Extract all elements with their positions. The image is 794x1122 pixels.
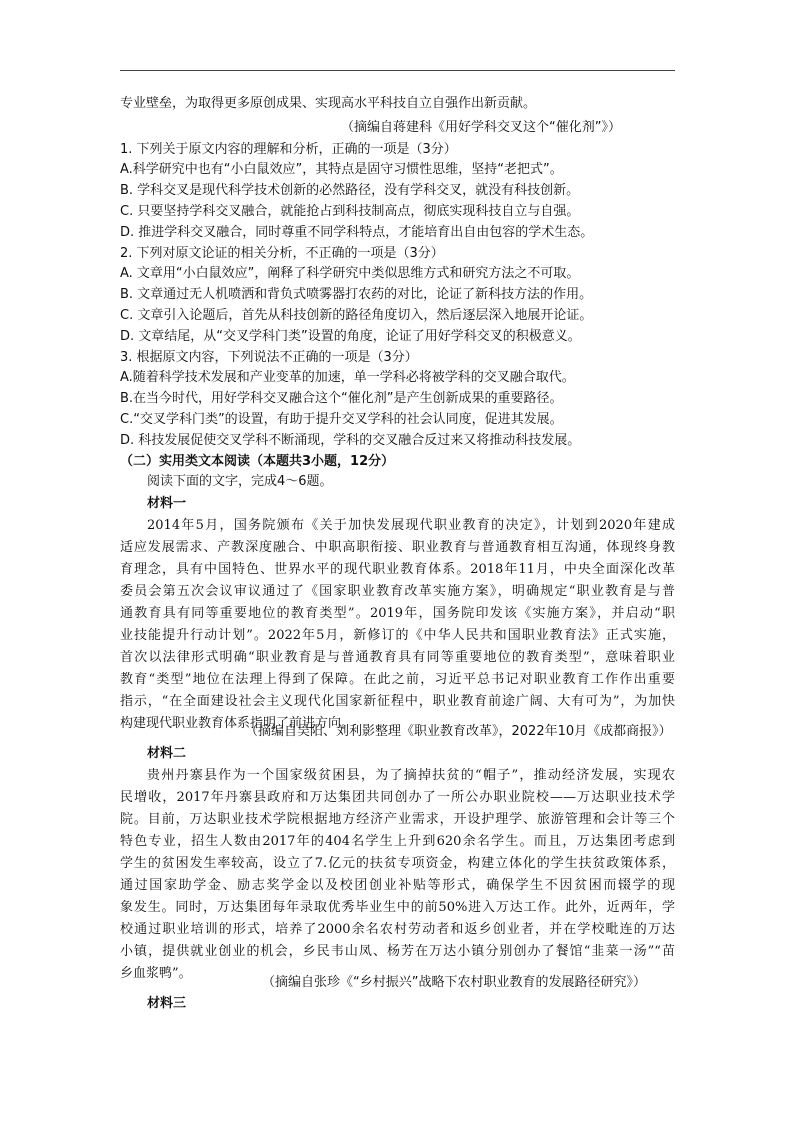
- option-3b: B.在当今时代，用好学科交叉融合这个“催化剂”是产生创新成果的重要路径。: [120, 391, 563, 406]
- option-1b: B. 学科交叉是现代科学技术创新的必然路径，没有学科交叉，就没有科技创新。: [120, 183, 580, 198]
- material-2-line: 象发生。同时，万达集团每年录取优秀毕业生中的前50%进入万达工作。此外，近两年，学: [120, 900, 675, 915]
- material-2-line: 校通过职业培训的形式，培养了2000余名农村劳动者和返乡创业者，并在学校毗连的万达: [120, 922, 675, 937]
- source-citation: （摘编自张珍《“乡村振兴”战略下农村职业教育的发展路径研究》）: [262, 975, 646, 990]
- material-2-heading: 材料二: [147, 746, 187, 761]
- material-2-line: 民增收，2017年丹寨县政府和万达集团共同创办了一所公办职业院校——万达职业技术学: [120, 790, 675, 805]
- section-heading: （二）实用类文本阅读（本题共3小题，12分）: [120, 454, 395, 469]
- material-2-line: 乡血浆鸭”。: [120, 966, 192, 981]
- text-line: 专业壁垒，为取得更多原创成果、实现高水平科技自立自强作出新贡献。: [120, 96, 537, 111]
- question-1: 1. 下列关于原文内容的理解和分析，正确的一项是（3分）: [120, 142, 457, 157]
- material-2-line: 院。目前，万达职业技术学院根据地方经济产业需求，开设护理学、旅游管理和会计等三个: [120, 812, 675, 827]
- material-1-line: 首次以法律形式明确“职业教育是与普通教育具有同等重要地位的教育类型”，意味着职业: [120, 650, 675, 665]
- question-3: 3. 根据原文内容，下列说法不正确的一项是（3分）: [120, 350, 418, 365]
- material-2-line: 小镇，提供就业创业的机会，乡民韦山凤、杨芳在万达小镇分别创办了餐馆“韭菜一汤”“苗: [120, 944, 675, 959]
- material-3-heading: 材料三: [147, 996, 187, 1011]
- material-1-line: 通教育具有同等重要地位的教育类型”。2019年，国务院印发该《实施方案》，并启动“职: [120, 606, 675, 621]
- material-2-line: 特色专业，招生人数由2017年的404名学生上升到620余名学生。而且，万达集团考虑到: [120, 834, 675, 849]
- option-3a: A.随着科学技术发展和产业变革的加速，单一学科必将被学科的交叉融合取代。: [120, 370, 575, 385]
- material-1-line: 委员会第五次会议审议通过了《国家职业教育改革实施方案》，明确规定“职业教育是与普: [120, 584, 675, 599]
- material-1-line: 构建现代职业教育体系指明了前进方向。: [120, 716, 355, 731]
- option-2a: A. 文章用“小白鼠效应”，阐释了科学研究中类似思维方式和研究方法之不可取。: [120, 266, 580, 281]
- top-rule: [120, 70, 675, 71]
- option-2c: C. 文章引入论题后，首先从科技创新的路径角度切入，然后逐层深入地展开论证。: [120, 308, 593, 323]
- material-1-line: 业技能提升行动计划”。2022年5月，新修订的《中华人民共和国职业教育法》正式实施，: [120, 628, 675, 643]
- source-citation: （摘编自吴阳、刘利影整理《职业教育改革》，2022年10月《成都商报》）: [245, 724, 672, 739]
- option-3c: C.“交叉学科门类”的设置，有助于提升交叉学科的社会认同度，促进其发展。: [120, 412, 563, 427]
- option-1c: C. 只要坚持学科交叉融合，就能抢占到科技制高点，彻底实现科技自立与自强。: [120, 204, 580, 219]
- material-2-line: 学生的贫困发生率较高，设立了7.亿元的扶贫专项资金，构建立体化的学生扶贫政策体系，: [120, 856, 675, 871]
- option-2d: D. 文章结尾，从“交叉学科门类”设置的角度，论证了用好学科交叉的积极意义。: [120, 329, 581, 344]
- material-1-line: 指示，“在全面建设社会主义现代化国家新征程中，职业教育前途广阔、大有可为”，为加快: [120, 694, 675, 709]
- option-3d: D. 科技发展促使交叉学科不断涌现，学科的交叉融合反过来又将推动科技发展。: [120, 433, 581, 448]
- material-1-line: 育理念，具有中国特色、世界水平的现代职业教育体系。2018年11月，中央全面深化改革: [120, 562, 675, 577]
- option-1a: A.科学研究中也有“小白鼠效应”，其特点是固守习惯性思维，坚持“老把式”。: [120, 162, 563, 177]
- option-1d: D. 推进学科交叉融合，同时尊重不同学科特点，才能培育出自由包容的学术生态。: [120, 225, 594, 240]
- instruction: 阅读下面的文字，完成4～6题。: [147, 474, 333, 489]
- material-1-line: 教育“类型”地位在法理上得到了保障。在此之前，习近平总书记对职业教育工作作出重要: [120, 672, 675, 687]
- material-2-line: 贵州丹寨县作为一个国家级贫困县，为了摘掉扶贫的“帽子”，推动经济发展，实现农: [147, 768, 675, 783]
- material-1-line: 适应发展需求、产教深度融合、中职高职衔接、职业教育与普通教育相互沟通，体现终身教: [120, 540, 675, 555]
- material-2-line: 通过国家助学金、励志奖学金以及校团创业补贴等形式，确保学生不因贫困而辍学的现: [120, 878, 675, 893]
- material-1-line: 2014年5月，国务院颁布《关于加快发展现代职业教育的决定》，计划到2020年建成: [147, 518, 675, 533]
- question-2: 2. 下列对原文论证的相关分析，不正确的一项是（3分）: [120, 246, 444, 261]
- option-2b: B. 文章通过无人机喷洒和背负式喷雾器打农药的对比，论证了新科技方法的作用。: [120, 287, 593, 302]
- material-1-heading: 材料一: [147, 496, 187, 511]
- source-citation: （摘编自蒋建科《用好学科交叉这个“催化剂”》）: [341, 120, 621, 135]
